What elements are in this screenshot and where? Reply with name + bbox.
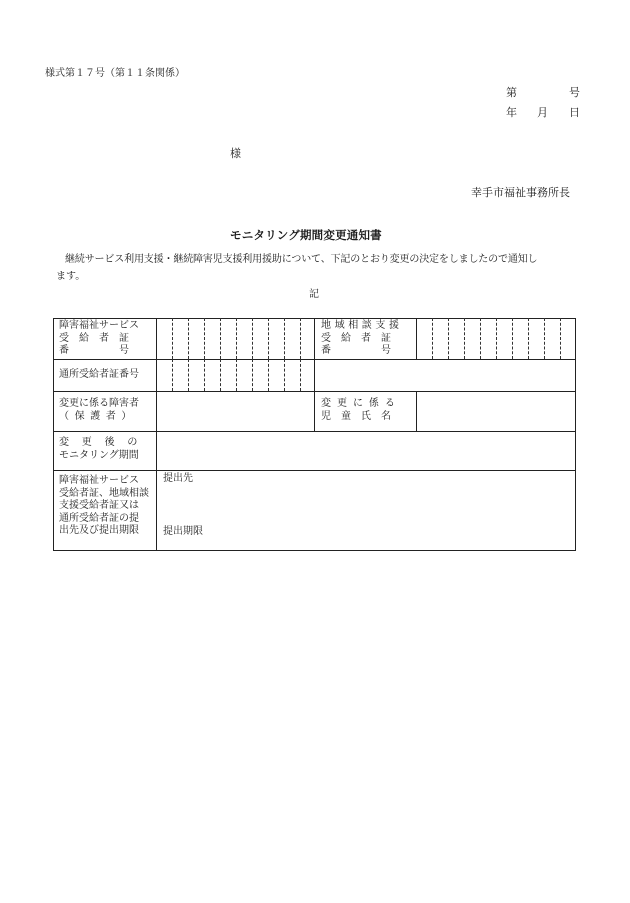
label-line: 出先及び提出期限 <box>59 525 139 536</box>
label-child-name <box>321 398 396 423</box>
issuer-name: 幸手市福祉事務所長 <box>471 186 570 199</box>
digit-box-separator <box>268 318 269 359</box>
digit-box-separator <box>432 318 433 359</box>
digit-box-separator <box>300 318 301 359</box>
date-month-label: 月 <box>537 106 548 119</box>
label-line: 変 更 後 の <box>59 437 139 448</box>
digit-box-separator <box>512 318 513 359</box>
row-divider <box>53 470 576 471</box>
digit-box-separator <box>172 359 173 391</box>
label-column-divider <box>156 318 157 551</box>
label-line: モニタリング期間 <box>59 449 139 461</box>
digit-box-separator <box>480 318 481 359</box>
label-line: 障害福祉サービス <box>59 320 139 331</box>
digit-box-separator <box>220 318 221 359</box>
body-line-2: ます。 <box>56 271 86 282</box>
digit-box-separator <box>188 359 189 391</box>
digit-box-separator <box>188 318 189 359</box>
label-line: 受 給 者 証 <box>59 332 129 344</box>
label-line: 番 号 <box>59 345 129 356</box>
digit-box-separator <box>220 359 221 391</box>
date-day-label: 日 <box>569 106 580 119</box>
label-line: 変 更 に 係 る <box>321 398 397 409</box>
label-line: （ 保 護 者 ） <box>59 410 133 422</box>
label-line: 障害福祉サービス <box>59 475 139 486</box>
digit-box-separator <box>268 359 269 391</box>
label-line: 受給者証、地域相談 <box>59 487 149 499</box>
digit-area-end <box>314 359 315 391</box>
digit-box-separator <box>448 318 449 359</box>
label-day-service-cert-number: 通所受給者証番号 <box>59 369 139 380</box>
digit-box-separator <box>300 359 301 391</box>
middle-divider <box>314 391 315 431</box>
document-title: モニタリング期間変更通知書 <box>230 228 382 242</box>
label-person-concerned <box>59 398 139 423</box>
label-line: 変更に係る障害者 <box>59 398 139 409</box>
label-welfare-service-cert-number <box>59 320 149 358</box>
submit-to-label: 提出先 <box>163 473 193 484</box>
number-label-dai: 第 <box>506 86 517 99</box>
label-line: 通所受給者証の提 <box>59 512 139 524</box>
digit-box-separator <box>236 318 237 359</box>
form-reference: 様式第１７号（第１１条関係） <box>45 68 185 79</box>
ki-marker: 記 <box>309 289 319 300</box>
digit-box-separator <box>560 318 561 359</box>
body-line-1: 継続サービス利用支援・継続障害児支援利用援助について、下記のとおり変更の決定をしましたので通知し <box>65 254 538 265</box>
digit-box-separator <box>252 359 253 391</box>
label-submission-target-deadline <box>59 475 149 538</box>
row-divider <box>53 431 576 432</box>
digit-box-separator <box>252 318 253 359</box>
digit-box-separator <box>172 318 173 359</box>
digit-box-separator <box>544 318 545 359</box>
right-label-divider <box>416 391 417 431</box>
digit-box-separator <box>528 318 529 359</box>
digit-box-separator <box>496 318 497 359</box>
right-label-divider <box>416 318 417 359</box>
number-label-go: 号 <box>569 86 580 99</box>
label-line: 番 号 <box>321 345 391 356</box>
label-line: 受 給 者 証 <box>321 332 391 344</box>
digit-box-separator <box>236 359 237 391</box>
label-line: 地域相談支援 <box>321 320 403 331</box>
label-line: 支援受給者証又は <box>59 500 139 511</box>
middle-divider <box>314 318 315 359</box>
digit-box-separator <box>204 359 205 391</box>
label-new-monitoring-period <box>59 437 139 462</box>
label-line: 児 童 氏 名 <box>321 410 391 422</box>
digit-box-separator <box>204 318 205 359</box>
label-community-consult-cert-number <box>321 320 411 358</box>
deadline-label: 提出期限 <box>163 526 203 537</box>
digit-box-separator <box>284 359 285 391</box>
date-year-label: 年 <box>506 106 517 119</box>
addressee-suffix: 様 <box>230 147 241 160</box>
digit-box-separator <box>464 318 465 359</box>
digit-box-separator <box>284 318 285 359</box>
